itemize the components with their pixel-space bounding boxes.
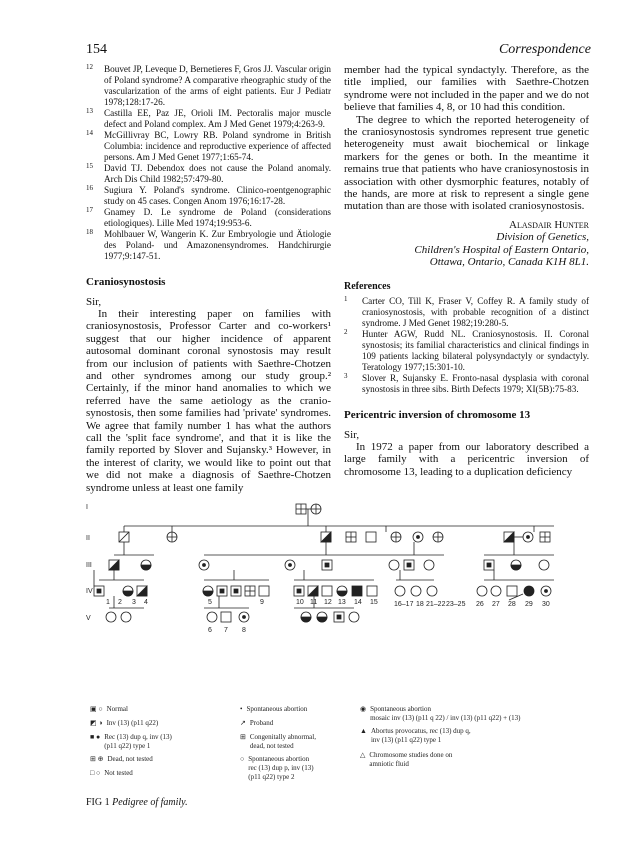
pedigree-chart <box>84 500 596 700</box>
legend-item: △ Chromosome studies done on amniotic fluid <box>360 751 453 768</box>
individual-number: 9 <box>260 599 264 606</box>
affiliation-line: Ottawa, Ontario, Canada K1H 8L1. <box>429 256 589 269</box>
reference-item: 1 Carter CO, Till K, Fraser V, Coffey R. A family study of craniosynostosis, with probable recognition of a distinct syndrome. J Med Genet 1982;19:280-5. <box>344 294 589 328</box>
individual-number: 29 <box>525 601 533 608</box>
legend-item: ○ Spontaneous abortion rec (13) dup p, inv (13) (p11 q22) type 2 <box>240 755 314 781</box>
figure-caption <box>86 797 188 808</box>
affiliation-line: Division of Genetics, <box>496 231 589 244</box>
pericentric-body <box>344 441 589 478</box>
right-column <box>344 64 589 478</box>
page-number: 154 <box>86 42 107 57</box>
affiliation-line: Children's Hospital of Eastern Ontario, <box>414 243 589 256</box>
reference-item: 18 Mohlbauer W, Wangerin K. Zur Embryologie und Ätiologie des Poland- und Amazonensyndromes. Handchirurgie 1977;9:147-51. <box>86 228 331 261</box>
individual-number: 6 <box>208 627 212 634</box>
generation-label: III <box>86 562 92 569</box>
individual-number: 26 <box>476 601 484 608</box>
reference-item: 15 David TJ. Debendox does not cause the Poland anomaly. Arch Dis Child 1982;57:479-80. <box>86 162 331 184</box>
individual-number: 7 <box>224 627 228 634</box>
reference-item: 13 Castilla EE, Paz JE, Orioli IM. Pectoralis major muscle defect and Poland complex. Am J Med Genet 1979;4:263-9. <box>86 107 331 129</box>
individual-number: 16–17 <box>394 601 414 608</box>
individual-number: 23–25 <box>446 601 466 608</box>
reference-item: 16 Sugiura Y. Poland's syndrome. Clinico-roentgenographic study on 45 cases. Congen Anom 1976;16:17-28. <box>86 184 331 206</box>
individual-number: 27 <box>492 601 500 608</box>
signature <box>344 219 589 269</box>
individual-number: 28 <box>508 601 516 608</box>
reference-item: 3 Slover R, Sujansky E. Fronto-nasal dysplasia with coronal synostosis in three sibs. Birth Defects 1979; XI(5B):75-83. <box>344 371 589 394</box>
paragraph: The degree to which the reported heterogeneity of the craniosynostosis syndromes represent true genetic heterogeneity must await biochemical or linkage markers for the genes or both. In the meantime it remains true that patients who have craniosynostosis in association with other dysmorphic features, notably of the hands, are more at risk to represent a single gene mutation than are those with isolated craniosynostosis. <box>344 113 589 213</box>
individual-number: 30 <box>542 601 550 608</box>
legend-item: ⊞ ⊕ Dead, not tested <box>90 755 153 763</box>
individual-number: 2 <box>118 599 122 606</box>
generation-label: IV <box>86 588 93 595</box>
reference-item: 14 McGillivray BC, Lowry RB. Poland syndrome in British Columbia: incidence and reproductive experience of affected persons. Am J Med Genet 1977;1:65-74. <box>86 129 331 162</box>
paragraph: In their interesting paper on families with craniosynostosis, Professor Carter and co-workers¹ suggest that our higher incidence of apparent autosomal dominant coronal synostosis may result from our inclusion of patients with Saethre-Chotzen and other syndromes among our study group.² Certainly, if the minor hand anomalies to which we referred have the same aetiology as the cranio-synostosis, then some families had 'private' syndromes. We agree that family number 1 has what the authors call the 'split face syndrome', and that it is like the family reported by Slover and Sujansky.³ However, in the interest of clarity, we would like to point out that we did not make a diagnosis of Saethre-Chotzen syndrome unless at least one family <box>86 308 331 494</box>
craniosynostosis-body <box>86 308 331 494</box>
figure-label: FIG 1 <box>86 797 110 808</box>
previous-references <box>86 64 331 262</box>
legend-item: • Spontaneous abortion <box>240 705 308 713</box>
author-name: Alasdair Hunter <box>509 218 589 231</box>
reference-item: 2 Hunter AGW, Rudd NL. Craniosynostosis. II. Coronal synostosis; its familial characteristics and clinical findings in 109 patients lacking bilateral polysyndactyly or syndactyly. Teratology 1977;15:301-10. <box>344 327 589 372</box>
legend-item: ■ ● Rec (13) dup q, inv (13) (p11 q22) type 1 <box>90 733 172 750</box>
individual-number: 13 <box>338 599 346 606</box>
references-list <box>344 296 589 395</box>
salutation: Sir, <box>344 428 360 441</box>
left-column <box>86 64 331 494</box>
individual-number: 18 <box>416 601 424 608</box>
legend-item: ◉ Spontaneous abortion mosaic inv (13) (p11 q 22) / inv (13) (p11 q22) + (13) <box>360 705 521 722</box>
pedigree-legend <box>90 705 590 790</box>
individual-number: 21–22 <box>426 601 446 608</box>
generation-label: V <box>86 615 91 622</box>
individual-number: 11 <box>310 599 318 606</box>
reference-item: 12 Bouvet JP, Leveque D, Bernetieres F, Gros JJ. Vascular origin of Poland syndrome? A comparative rheographic study of the vascularization of the arms of eight patients. Eur J Pediatr 1978;128:17-26. <box>86 63 331 107</box>
individual-number: 3 <box>132 599 136 606</box>
references-heading: References <box>344 280 391 292</box>
paragraph: member had the typical syndactyly. Therefore, as the title implied, our families with Saethre-Chotzen syndrome were not included in the paper and we do not believe that families 4, 8, or 10 had this condition. <box>344 64 589 114</box>
figure-caption-text: Pedigree of family. <box>112 797 188 808</box>
individual-number: 10 <box>296 599 304 606</box>
legend-item: □ ○ Not tested <box>90 769 133 777</box>
reference-item: 17 Gnamey D. Le syndrome de Poland (considerations etiologiques). Lille Med 1974;19:953-6. <box>86 206 331 228</box>
legend-item: ◩ ◑ Inv (13) (p11 q22) <box>90 719 159 727</box>
individual-number: 5 <box>208 599 212 606</box>
individual-number: 15 <box>370 599 378 606</box>
individual-number: 1 <box>106 599 110 606</box>
paragraph: In 1972 a paper from our laboratory described a large family with a pericentric inversion of chromosome 13, leading to a duplication deficiency <box>344 440 589 478</box>
generation-label: I <box>86 504 88 511</box>
section-title: Correspondence <box>498 42 591 57</box>
legend-item: ↗ Proband <box>240 719 274 727</box>
legend-item: ▲ Abortus provocatus, rec (13) dup q, inv (13) (p11 q22) type 1 <box>360 727 471 744</box>
individual-number: 12 <box>324 599 332 606</box>
legend-item: ⊞ Congenitally abnormal, dead, not tested <box>240 733 316 750</box>
pericentric-heading: Pericentric inversion of chromosome 13 <box>344 408 531 421</box>
individual-number: 8 <box>242 627 246 634</box>
salutation: Sir, <box>86 296 102 308</box>
craniosynostosis-body-cont <box>344 64 589 213</box>
individual-number: 4 <box>144 599 148 606</box>
generation-label: II <box>86 535 90 542</box>
legend-item: ▣ ○ Normal <box>90 705 128 713</box>
individual-number: 14 <box>354 599 362 606</box>
craniosynostosis-heading: Craniosynostosis <box>86 276 166 288</box>
